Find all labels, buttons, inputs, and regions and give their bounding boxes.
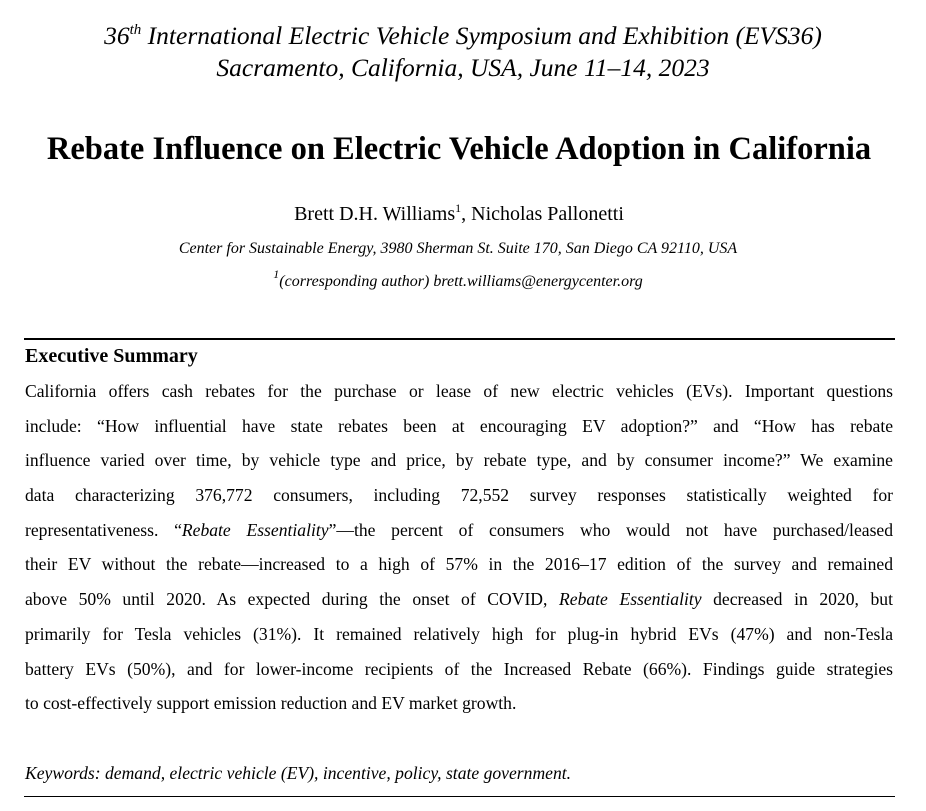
summary-text: decreased in 2020, but: [701, 589, 893, 610]
summary-text: California offers cash rebates for the purchase or lease of new electric vehicles (EVs). Important questions: [25, 381, 894, 401]
author-1: Brett D.H. Williams: [294, 203, 456, 225]
summary-line: [25, 691, 893, 726]
section-top-rule: [24, 338, 895, 340]
author-1-affiliation-marker: 1: [455, 201, 462, 215]
summary-italic-term: Rebate Essentiality: [559, 589, 702, 610]
summary-text: representativeness. “: [25, 519, 182, 540]
summary-text: above 50% until 2020. As expected during the onset of COVID,: [25, 589, 560, 610]
conference-name-text: International Electric Vehicle Symposium and Exhibition (EVS36): [141, 21, 822, 50]
section-bottom-rule: [24, 796, 895, 797]
keywords-text: demand, electric vehicle (EV), incentive, policy, state government.: [100, 763, 572, 783]
corresponding-text: (corresponding author) brett.williams@energycenter.org: [279, 273, 643, 290]
corresponding-author: [0, 267, 916, 293]
summary-line: [25, 414, 893, 449]
summary-line: [25, 587, 893, 622]
conference-number: 36: [104, 21, 130, 50]
author-2: Nicholas Pallonetti: [471, 203, 624, 225]
author-separator: ,: [461, 203, 472, 225]
keywords-label: Keywords:: [25, 763, 101, 783]
affiliation: Center for Sustainable Energy, 3980 Sherman St. Suite 170, San Diego CA 92110, USA: [178, 240, 738, 257]
paper-title: Rebate Influence on Electric Vehicle Adoption in California: [46, 131, 872, 167]
summary-text: primarily for Tesla vehicles (31%). It remained relatively high for plug-in hybrid EVs (47%) and non-Tesla: [25, 623, 894, 644]
author-list: [0, 201, 918, 227]
summary-text: their EV without the rebate—increased to a high of 57% in the 2016–17 edition of the survey and remained: [25, 554, 893, 575]
corresponding-marker: 1: [273, 267, 280, 281]
executive-summary-heading: Executive Summary: [25, 345, 198, 367]
executive-summary-body: [25, 379, 893, 726]
summary-text: data characterizing 376,772 consumers, including 72,552 survey responses statistically weighted for: [25, 485, 894, 506]
summary-line: [25, 518, 893, 553]
summary-text: battery EVs (50%), and for lower-income recipients of the Increased Rebate (66%). Findings guide strategies: [25, 658, 894, 679]
summary-text: to cost-effectively support emission reduction and EV market growth.: [25, 693, 517, 714]
summary-italic-term: Rebate Essentiality: [181, 519, 329, 540]
summary-text: ”—the percent of consumers who would not have purchased/leased: [328, 519, 894, 540]
summary-line: [25, 657, 893, 692]
conference-number-suffix: th: [129, 22, 142, 38]
summary-line: [25, 483, 893, 518]
summary-text: influence varied over time, by vehicle type and price, by rebate type, and by consumer income?” We examine: [25, 450, 893, 471]
conference-name: [0, 20, 926, 51]
keywords: [25, 761, 571, 785]
summary-line: [25, 552, 893, 587]
conference-location: Sacramento, California, USA, June 11–14, 2023: [216, 53, 710, 82]
summary-line: [25, 622, 893, 657]
summary-line: [25, 448, 893, 483]
summary-line: [25, 379, 893, 414]
summary-text: include: “How influential have state rebates been at encouraging EV adoption?” and “How has rebate: [25, 415, 894, 436]
